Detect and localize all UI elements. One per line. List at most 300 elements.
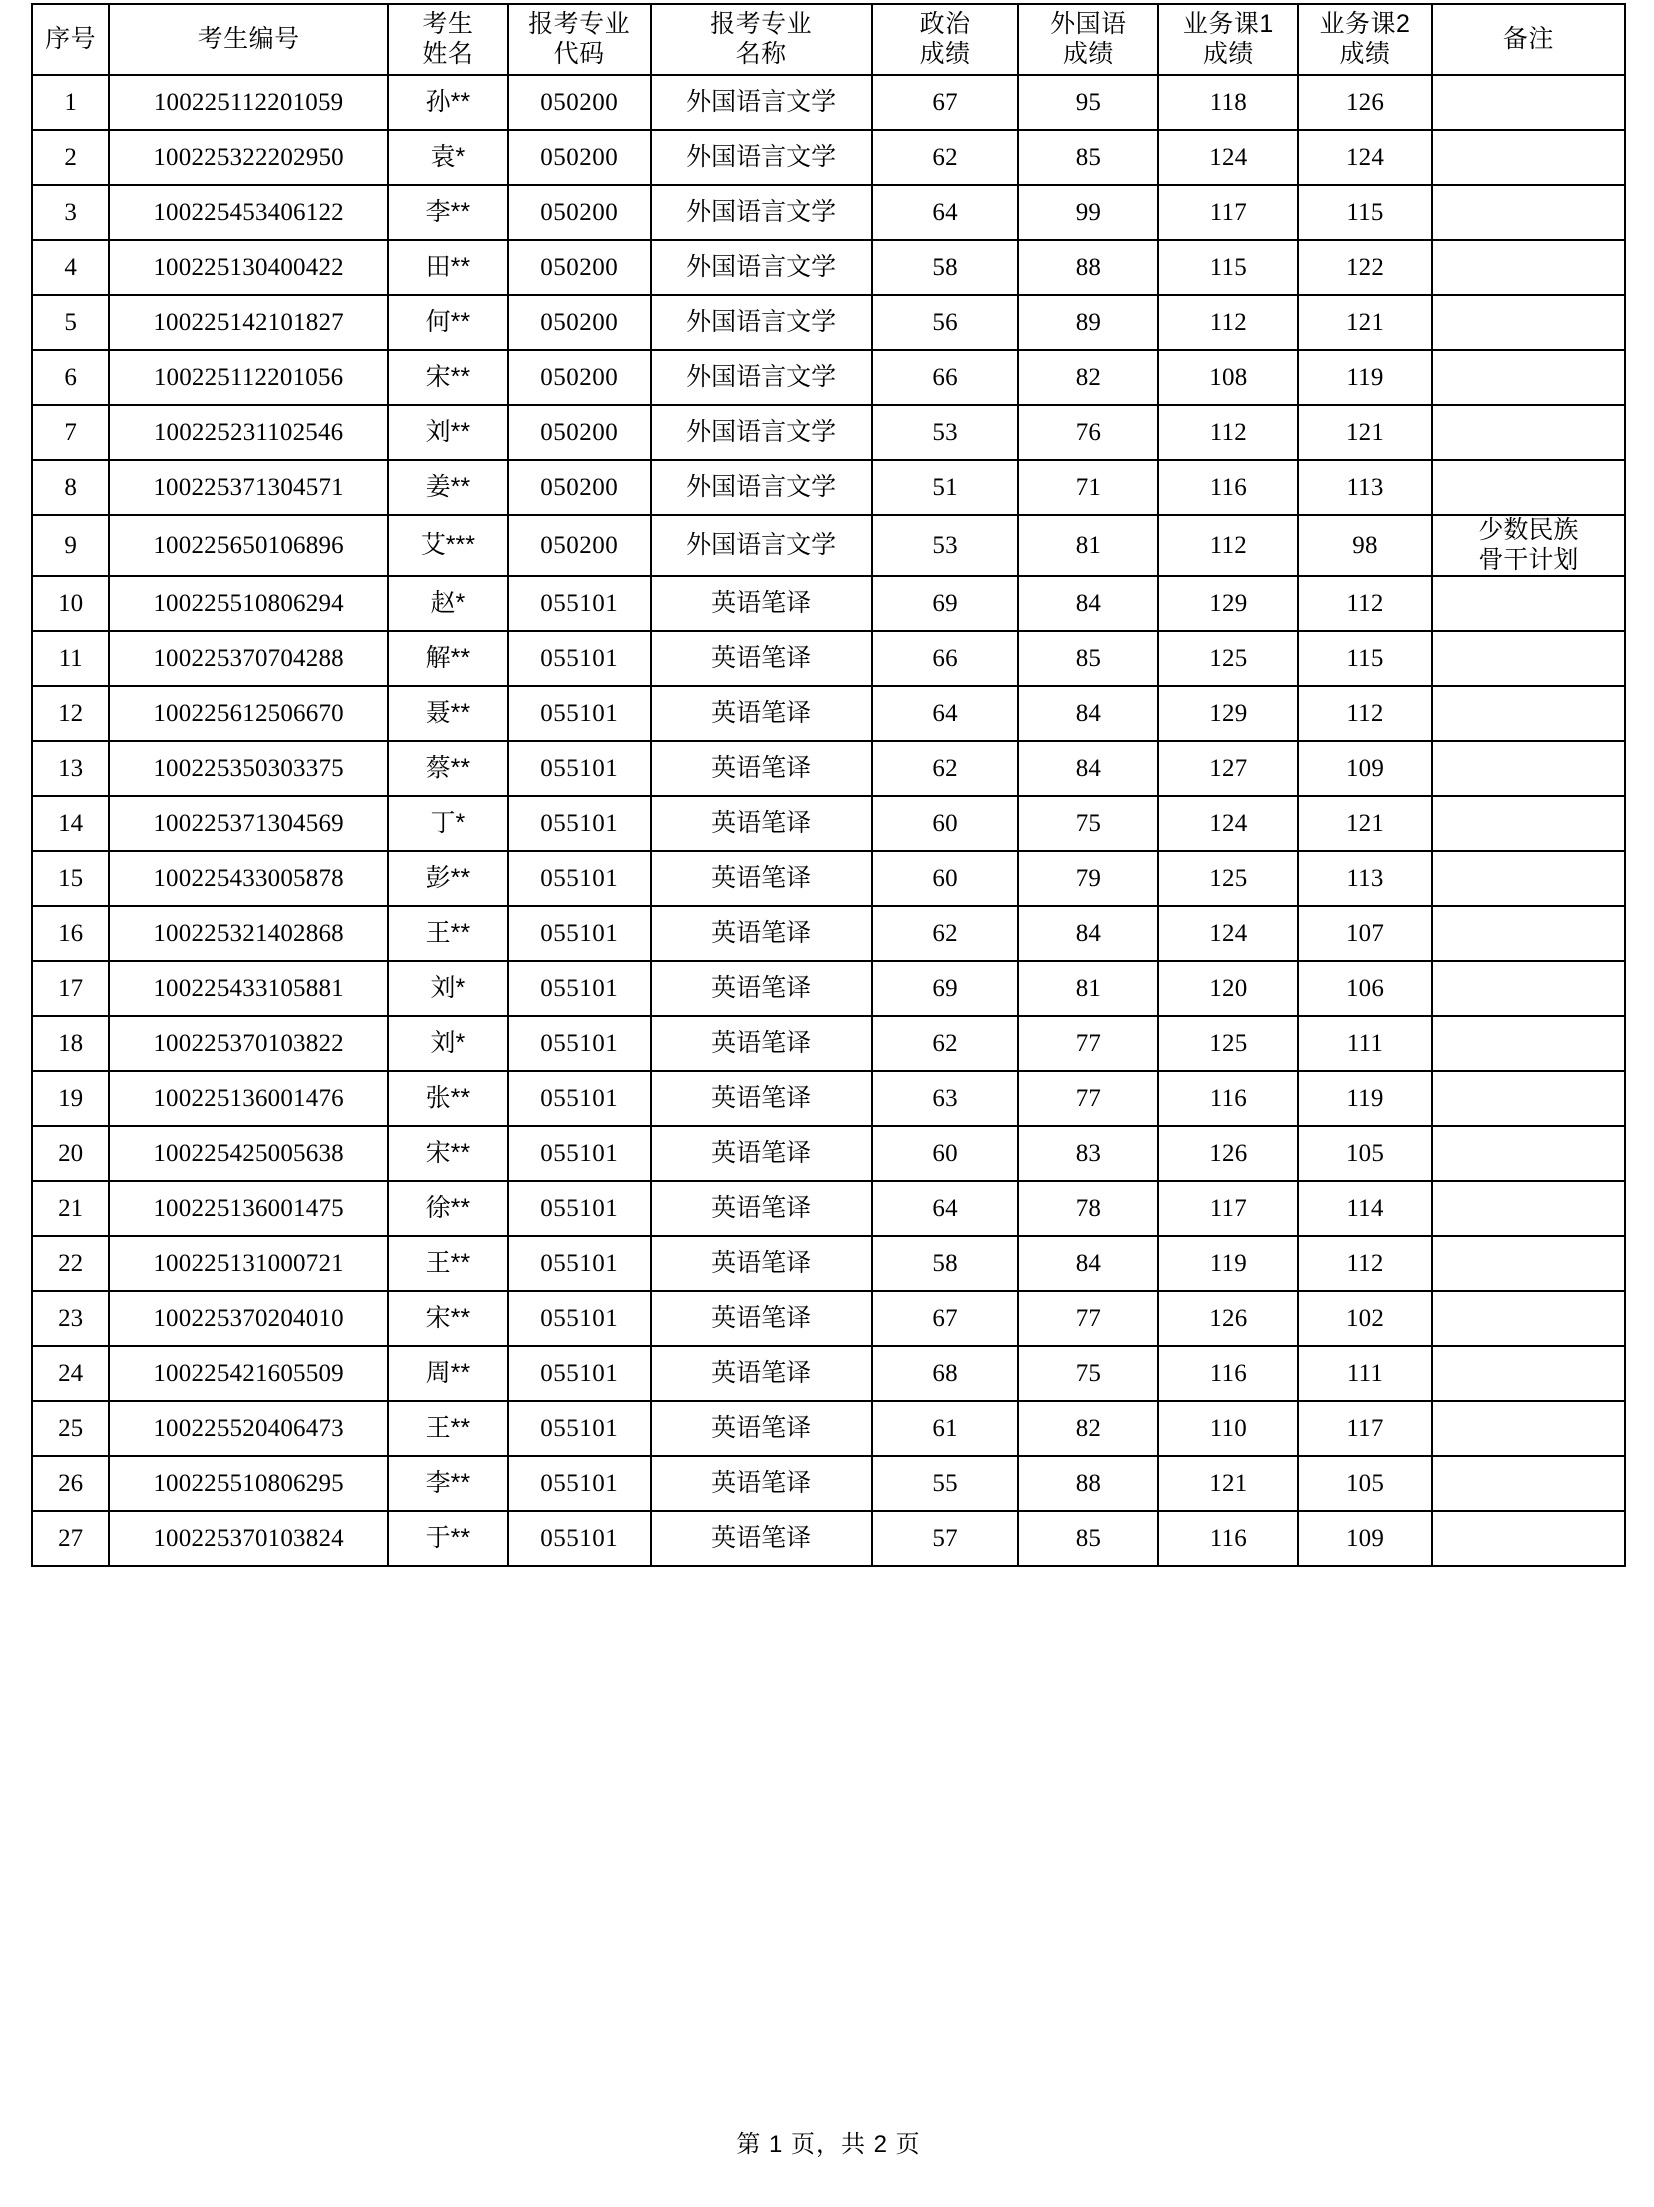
table-row <box>32 1346 1625 1401</box>
column-header-exam-no <box>109 4 388 75</box>
cell-business1: 124 <box>1158 796 1298 851</box>
cell-major-code: 055101 <box>508 851 651 906</box>
cell-foreign: 75 <box>1018 796 1158 851</box>
cell-remark <box>1432 1126 1625 1181</box>
cell-remark <box>1432 405 1625 460</box>
cell-business2: 117 <box>1298 1401 1431 1456</box>
table-header <box>32 4 1625 75</box>
cell-name: 田** <box>388 240 508 295</box>
cell-major-code: 055101 <box>508 1401 651 1456</box>
cell-major-name: 英语笔译 <box>651 1511 872 1566</box>
cell-major-name: 英语笔译 <box>651 576 872 631</box>
cell-remark <box>1432 576 1625 631</box>
cell-remark <box>1432 240 1625 295</box>
cell-major-code: 055101 <box>508 961 651 1016</box>
cell-major-name: 英语笔译 <box>651 1016 872 1071</box>
cell-politics: 64 <box>872 1181 1019 1236</box>
table-row <box>32 350 1625 405</box>
cell-major-name: 英语笔译 <box>651 961 872 1016</box>
cell-foreign: 84 <box>1018 1236 1158 1291</box>
column-header-exam-no-line1: 考生编号 <box>197 24 300 53</box>
cell-business1: 116 <box>1158 460 1298 515</box>
table-row <box>32 631 1625 686</box>
cell-exam-no: 100225510806295 <box>109 1456 388 1511</box>
column-header-major-name-line2: 名称 <box>735 39 787 68</box>
cell-foreign: 79 <box>1018 851 1158 906</box>
cell-major-code: 055101 <box>508 1016 651 1071</box>
cell-business1: 125 <box>1158 631 1298 686</box>
cell-foreign: 82 <box>1018 350 1158 405</box>
cell-name: 袁* <box>388 130 508 185</box>
cell-business2: 126 <box>1298 75 1431 130</box>
table-row <box>32 1291 1625 1346</box>
cell-seq: 2 <box>32 130 109 185</box>
cell-exam-no: 100225433105881 <box>109 961 388 1016</box>
cell-major-name: 英语笔译 <box>651 631 872 686</box>
cell-major-name: 外国语言文学 <box>651 460 872 515</box>
cell-major-code: 050200 <box>508 460 651 515</box>
cell-politics: 64 <box>872 686 1019 741</box>
cell-business1: 110 <box>1158 1401 1298 1456</box>
cell-business2: 122 <box>1298 240 1431 295</box>
table-row <box>32 405 1625 460</box>
column-header-major-code-line2: 代码 <box>553 39 605 68</box>
cell-business2: 121 <box>1298 796 1431 851</box>
cell-seq: 7 <box>32 405 109 460</box>
cell-major-name: 外国语言文学 <box>651 75 872 130</box>
cell-name: 解** <box>388 631 508 686</box>
cell-politics: 60 <box>872 851 1019 906</box>
cell-seq: 8 <box>32 460 109 515</box>
cell-business1: 112 <box>1158 295 1298 350</box>
cell-remark <box>1432 631 1625 686</box>
cell-politics: 58 <box>872 1236 1019 1291</box>
cell-business1: 126 <box>1158 1126 1298 1181</box>
cell-name: 徐** <box>388 1181 508 1236</box>
cell-major-name: 外国语言文学 <box>651 240 872 295</box>
cell-exam-no: 100225130400422 <box>109 240 388 295</box>
cell-politics: 62 <box>872 906 1019 961</box>
table-row <box>32 1071 1625 1126</box>
cell-remark <box>1432 741 1625 796</box>
cell-foreign: 95 <box>1018 75 1158 130</box>
cell-remark <box>1432 1071 1625 1126</box>
cell-foreign: 82 <box>1018 1401 1158 1456</box>
cell-remark <box>1432 851 1625 906</box>
table-row <box>32 851 1625 906</box>
cell-business2: 119 <box>1298 1071 1431 1126</box>
column-header-name-line2: 姓名 <box>422 39 474 68</box>
cell-name: 张** <box>388 1071 508 1126</box>
cell-remark <box>1432 1291 1625 1346</box>
cell-politics: 66 <box>872 631 1019 686</box>
cell-politics: 53 <box>872 515 1019 576</box>
cell-business2: 113 <box>1298 851 1431 906</box>
cell-major-name: 英语笔译 <box>651 1346 872 1401</box>
cell-politics: 62 <box>872 1016 1019 1071</box>
cell-remark <box>1432 1181 1625 1236</box>
cell-major-name: 外国语言文学 <box>651 130 872 185</box>
cell-major-code: 050200 <box>508 295 651 350</box>
cell-business1: 118 <box>1158 75 1298 130</box>
cell-exam-no: 100225136001476 <box>109 1071 388 1126</box>
cell-major-code: 055101 <box>508 741 651 796</box>
cell-major-name: 英语笔译 <box>651 1071 872 1126</box>
cell-foreign: 85 <box>1018 1511 1158 1566</box>
cell-major-code: 055101 <box>508 796 651 851</box>
cell-name: 宋** <box>388 350 508 405</box>
column-header-politics-line2: 成绩 <box>919 39 971 68</box>
table-row <box>32 1511 1625 1566</box>
table-row <box>32 75 1625 130</box>
cell-politics: 51 <box>872 460 1019 515</box>
table-row <box>32 796 1625 851</box>
cell-exam-no: 100225370204010 <box>109 1291 388 1346</box>
cell-exam-no: 100225136001475 <box>109 1181 388 1236</box>
cell-foreign: 77 <box>1018 1016 1158 1071</box>
cell-exam-no: 100225321402868 <box>109 906 388 961</box>
cell-major-name: 英语笔译 <box>651 851 872 906</box>
cell-major-code: 055101 <box>508 1511 651 1566</box>
cell-foreign: 88 <box>1018 240 1158 295</box>
cell-name: 李** <box>388 1456 508 1511</box>
cell-exam-no: 100225425005638 <box>109 1126 388 1181</box>
cell-business2: 114 <box>1298 1181 1431 1236</box>
cell-remark <box>1432 961 1625 1016</box>
cell-foreign: 78 <box>1018 1181 1158 1236</box>
cell-major-code: 050200 <box>508 75 651 130</box>
cell-seq: 1 <box>32 75 109 130</box>
cell-remark <box>1432 350 1625 405</box>
cell-name: 宋** <box>388 1126 508 1181</box>
cell-business2: 107 <box>1298 906 1431 961</box>
cell-major-name: 英语笔译 <box>651 1291 872 1346</box>
cell-major-name: 英语笔译 <box>651 686 872 741</box>
page-footer: 第 1 页，共 2 页 <box>736 2131 921 2158</box>
cell-name: 赵* <box>388 576 508 631</box>
cell-seq: 14 <box>32 796 109 851</box>
cell-major-code: 050200 <box>508 240 651 295</box>
cell-exam-no: 100225612506670 <box>109 686 388 741</box>
cell-business2: 112 <box>1298 576 1431 631</box>
column-header-major-name-line1: 报考专业 <box>710 10 813 38</box>
cell-business2: 112 <box>1298 686 1431 741</box>
cell-major-code: 055101 <box>508 631 651 686</box>
table-row <box>32 741 1625 796</box>
cell-business1: 120 <box>1158 961 1298 1016</box>
cell-exam-no: 100225510806294 <box>109 576 388 631</box>
cell-exam-no: 100225370103822 <box>109 1016 388 1071</box>
column-header-remark-line1: 备注 <box>1502 24 1554 53</box>
cell-major-name: 外国语言文学 <box>651 405 872 460</box>
cell-seq: 4 <box>32 240 109 295</box>
cell-name: 丁* <box>388 796 508 851</box>
cell-major-code: 050200 <box>508 130 651 185</box>
cell-foreign: 85 <box>1018 631 1158 686</box>
cell-remark <box>1432 686 1625 741</box>
cell-seq: 21 <box>32 1181 109 1236</box>
cell-business2: 98 <box>1298 515 1431 576</box>
cell-politics: 67 <box>872 1291 1019 1346</box>
table-row <box>32 576 1625 631</box>
cell-remark <box>1432 460 1625 515</box>
cell-foreign: 75 <box>1018 1346 1158 1401</box>
cell-remark <box>1432 1016 1625 1071</box>
cell-politics: 58 <box>872 240 1019 295</box>
cell-politics: 61 <box>872 1401 1019 1456</box>
cell-foreign: 71 <box>1018 460 1158 515</box>
column-header-politics <box>872 4 1019 75</box>
cell-politics: 62 <box>872 130 1019 185</box>
cell-foreign: 85 <box>1018 130 1158 185</box>
cell-business2: 109 <box>1298 741 1431 796</box>
table-row <box>32 1236 1625 1291</box>
cell-major-name: 外国语言文学 <box>651 515 872 576</box>
cell-major-code: 055101 <box>508 686 651 741</box>
cell-major-name: 外国语言文学 <box>651 295 872 350</box>
cell-business2: 113 <box>1298 460 1431 515</box>
cell-politics: 55 <box>872 1456 1019 1511</box>
column-header-major-code-line1: 报考专业 <box>528 10 631 38</box>
cell-seq: 15 <box>32 851 109 906</box>
cell-major-name: 英语笔译 <box>651 1181 872 1236</box>
cell-major-name: 英语笔译 <box>651 906 872 961</box>
cell-major-code: 050200 <box>508 185 651 240</box>
cell-foreign: 83 <box>1018 1126 1158 1181</box>
cell-seq: 3 <box>32 185 109 240</box>
cell-exam-no: 100225421605509 <box>109 1346 388 1401</box>
cell-major-code: 050200 <box>508 350 651 405</box>
cell-politics: 56 <box>872 295 1019 350</box>
cell-seq: 19 <box>32 1071 109 1126</box>
cell-remark <box>1432 1236 1625 1291</box>
cell-remark <box>1432 1456 1625 1511</box>
table-row <box>32 130 1625 185</box>
cell-politics: 69 <box>872 576 1019 631</box>
column-header-business1-line2: 成绩 <box>1202 39 1254 68</box>
cell-business1: 117 <box>1158 185 1298 240</box>
cell-foreign: 84 <box>1018 576 1158 631</box>
cell-remark <box>1432 130 1625 185</box>
column-header-foreign-line1: 外国语 <box>1050 10 1127 38</box>
cell-name: 姜** <box>388 460 508 515</box>
cell-business1: 115 <box>1158 240 1298 295</box>
cell-business1: 117 <box>1158 1181 1298 1236</box>
cell-seq: 25 <box>32 1401 109 1456</box>
cell-remark-line1: 少数民族 <box>1478 516 1579 544</box>
cell-remark <box>1432 75 1625 130</box>
column-header-name-line1: 考生 <box>422 10 474 38</box>
table-row <box>32 1401 1625 1456</box>
cell-exam-no: 100225371304569 <box>109 796 388 851</box>
cell-major-name: 英语笔译 <box>651 1126 872 1181</box>
cell-major-code: 055101 <box>508 1126 651 1181</box>
column-header-politics-line1: 政治 <box>919 10 971 38</box>
score-table <box>31 3 1626 1567</box>
cell-major-code: 055101 <box>508 1181 651 1236</box>
cell-exam-no: 100225433005878 <box>109 851 388 906</box>
cell-remark-line2: 骨干计划 <box>1478 545 1579 574</box>
cell-seq: 11 <box>32 631 109 686</box>
cell-name: 刘* <box>388 961 508 1016</box>
cell-exam-no: 100225371304571 <box>109 460 388 515</box>
cell-major-code: 050200 <box>508 515 651 576</box>
cell-business2: 111 <box>1298 1346 1431 1401</box>
cell-major-code: 055101 <box>508 576 651 631</box>
cell-foreign: 84 <box>1018 741 1158 796</box>
cell-major-code: 055101 <box>508 906 651 961</box>
cell-exam-no: 100225112201059 <box>109 75 388 130</box>
cell-remark <box>1432 1346 1625 1401</box>
column-header-foreign <box>1018 4 1158 75</box>
cell-business1: 121 <box>1158 1456 1298 1511</box>
cell-business1: 116 <box>1158 1346 1298 1401</box>
cell-business1: 119 <box>1158 1236 1298 1291</box>
cell-name: 艾*** <box>388 515 508 576</box>
cell-seq: 18 <box>32 1016 109 1071</box>
cell-business1: 125 <box>1158 1016 1298 1071</box>
table-body <box>32 75 1625 1566</box>
cell-business2: 109 <box>1298 1511 1431 1566</box>
cell-name: 于** <box>388 1511 508 1566</box>
cell-major-code: 050200 <box>508 405 651 460</box>
cell-politics: 60 <box>872 796 1019 851</box>
cell-business1: 129 <box>1158 576 1298 631</box>
cell-business1: 125 <box>1158 851 1298 906</box>
cell-seq: 20 <box>32 1126 109 1181</box>
cell-exam-no: 100225370704288 <box>109 631 388 686</box>
cell-business2: 112 <box>1298 1236 1431 1291</box>
cell-seq: 13 <box>32 741 109 796</box>
cell-politics: 68 <box>872 1346 1019 1401</box>
cell-business1: 112 <box>1158 405 1298 460</box>
cell-seq: 9 <box>32 515 109 576</box>
cell-exam-no: 100225231102546 <box>109 405 388 460</box>
column-header-business1 <box>1158 4 1298 75</box>
cell-remark <box>1432 1401 1625 1456</box>
cell-business2: 121 <box>1298 405 1431 460</box>
cell-foreign: 84 <box>1018 686 1158 741</box>
cell-business1: 129 <box>1158 686 1298 741</box>
cell-foreign: 81 <box>1018 961 1158 1016</box>
cell-business1: 124 <box>1158 130 1298 185</box>
table-row <box>32 515 1625 576</box>
cell-politics: 67 <box>872 75 1019 130</box>
column-header-business2 <box>1298 4 1431 75</box>
cell-business2: 106 <box>1298 961 1431 1016</box>
cell-business2: 121 <box>1298 295 1431 350</box>
cell-business2: 115 <box>1298 631 1431 686</box>
cell-seq: 26 <box>32 1456 109 1511</box>
cell-name: 彭** <box>388 851 508 906</box>
cell-foreign: 84 <box>1018 906 1158 961</box>
cell-name: 蔡** <box>388 741 508 796</box>
cell-major-code: 055101 <box>508 1236 651 1291</box>
table-row <box>32 686 1625 741</box>
cell-name: 刘* <box>388 1016 508 1071</box>
cell-seq: 6 <box>32 350 109 405</box>
cell-major-name: 英语笔译 <box>651 741 872 796</box>
cell-name: 王** <box>388 1236 508 1291</box>
cell-business2: 119 <box>1298 350 1431 405</box>
cell-seq: 17 <box>32 961 109 1016</box>
cell-remark <box>1432 1511 1625 1566</box>
cell-foreign: 99 <box>1018 185 1158 240</box>
table-row <box>32 1016 1625 1071</box>
cell-politics: 63 <box>872 1071 1019 1126</box>
cell-foreign: 77 <box>1018 1291 1158 1346</box>
cell-politics: 62 <box>872 741 1019 796</box>
cell-foreign: 89 <box>1018 295 1158 350</box>
cell-major-code: 055101 <box>508 1291 651 1346</box>
table-row <box>32 1126 1625 1181</box>
table-row <box>32 961 1625 1016</box>
cell-name: 何** <box>388 295 508 350</box>
cell-business2: 102 <box>1298 1291 1431 1346</box>
cell-business1: 124 <box>1158 906 1298 961</box>
cell-name: 聂** <box>388 686 508 741</box>
cell-major-name: 外国语言文学 <box>651 185 872 240</box>
cell-politics: 53 <box>872 405 1019 460</box>
cell-major-name: 外国语言文学 <box>651 350 872 405</box>
cell-name: 周** <box>388 1346 508 1401</box>
cell-major-name: 英语笔译 <box>651 1401 872 1456</box>
cell-major-code: 055101 <box>508 1456 651 1511</box>
cell-seq: 23 <box>32 1291 109 1346</box>
column-header-business1-line1: 业务课1 <box>1182 10 1274 38</box>
cell-business1: 108 <box>1158 350 1298 405</box>
cell-name: 李** <box>388 185 508 240</box>
cell-name: 孙** <box>388 75 508 130</box>
cell-politics: 60 <box>872 1126 1019 1181</box>
cell-seq: 22 <box>32 1236 109 1291</box>
cell-business1: 116 <box>1158 1071 1298 1126</box>
cell-seq: 27 <box>32 1511 109 1566</box>
table-row <box>32 240 1625 295</box>
cell-foreign: 76 <box>1018 405 1158 460</box>
cell-major-name: 英语笔译 <box>651 796 872 851</box>
cell-name: 王** <box>388 906 508 961</box>
cell-seq: 12 <box>32 686 109 741</box>
cell-foreign: 77 <box>1018 1071 1158 1126</box>
cell-business2: 111 <box>1298 1016 1431 1071</box>
column-header-name <box>388 4 508 75</box>
cell-business1: 127 <box>1158 741 1298 796</box>
cell-seq: 24 <box>32 1346 109 1401</box>
cell-seq: 5 <box>32 295 109 350</box>
cell-exam-no: 100225322202950 <box>109 130 388 185</box>
score-table-container <box>31 3 1626 1567</box>
cell-remark <box>1432 295 1625 350</box>
cell-politics: 69 <box>872 961 1019 1016</box>
cell-politics: 66 <box>872 350 1019 405</box>
cell-major-name: 英语笔译 <box>651 1236 872 1291</box>
cell-politics: 57 <box>872 1511 1019 1566</box>
cell-name: 王** <box>388 1401 508 1456</box>
cell-exam-no: 100225520406473 <box>109 1401 388 1456</box>
table-row <box>32 460 1625 515</box>
cell-remark <box>1432 906 1625 961</box>
cell-business1: 116 <box>1158 1511 1298 1566</box>
cell-foreign: 88 <box>1018 1456 1158 1511</box>
cell-business2: 115 <box>1298 185 1431 240</box>
cell-remark <box>1432 515 1625 576</box>
column-header-business2-line1: 业务课2 <box>1319 10 1411 38</box>
column-header-seq-line1: 序号 <box>45 24 97 53</box>
column-header-foreign-line2: 成绩 <box>1062 39 1114 68</box>
table-row <box>32 185 1625 240</box>
cell-business1: 112 <box>1158 515 1298 576</box>
